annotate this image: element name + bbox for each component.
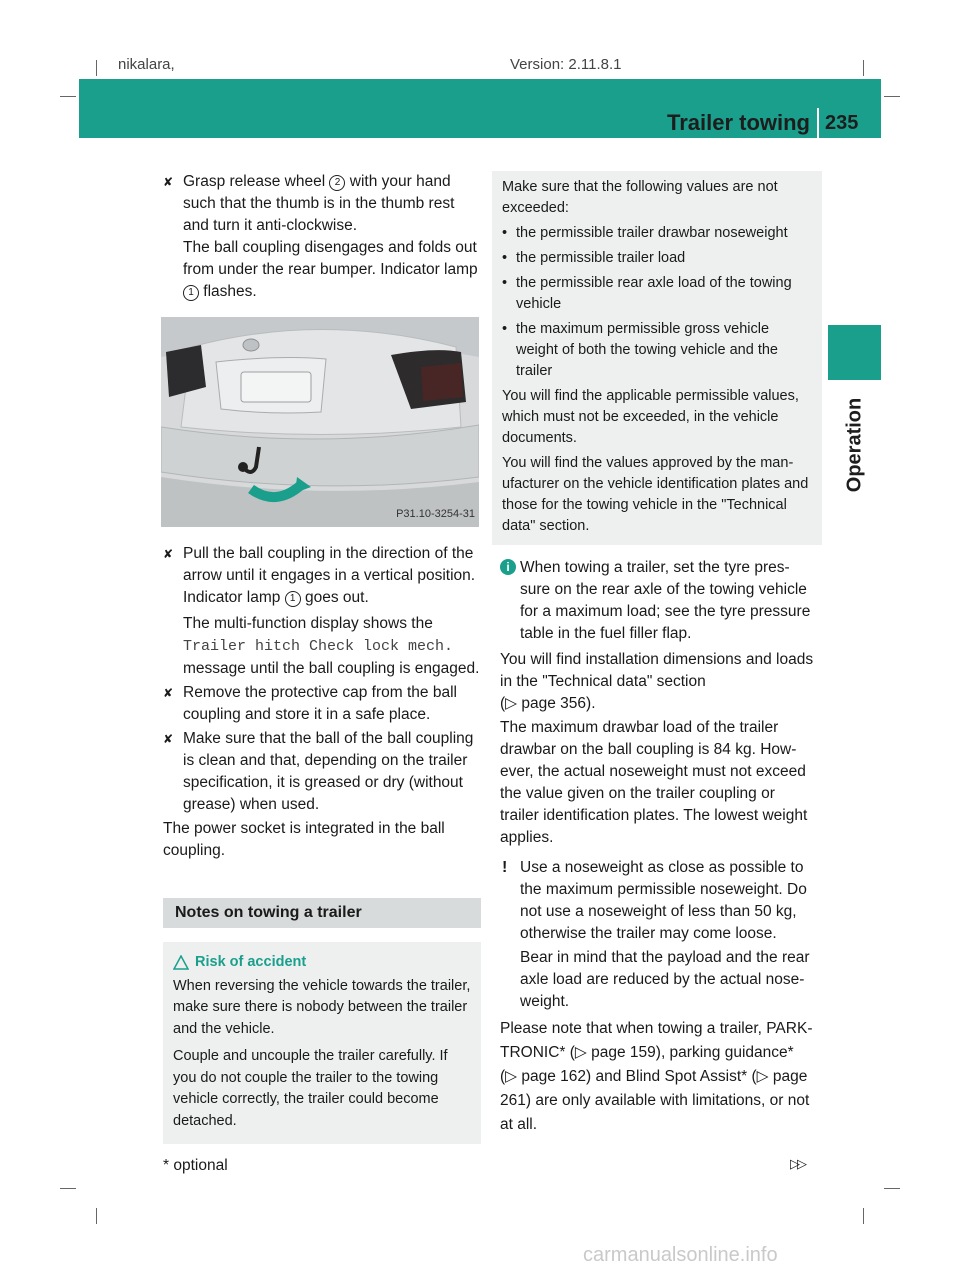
step-text: Remove the protective cap from the ball coupling and store it in a safe place.	[183, 684, 457, 723]
paragraph-text: message until the ball coupling is engaged.	[183, 660, 480, 677]
step-remove-cap	[163, 682, 481, 726]
warning-title: Risk of accident	[195, 954, 307, 970]
step-grasp-release-wheel	[163, 171, 481, 303]
side-tab-label-wrap	[828, 390, 881, 500]
warning-box	[163, 942, 481, 1144]
info-text: When towing a trailer, set the tyre pressure on the rear axle of the towing vehicle for a maximum load; see the tyre pressure table in the fuel filler flap.	[520, 559, 811, 642]
photo-code: P31.10-3254-31	[396, 508, 475, 520]
step-text: with your hand such that the thumb is in the thumb rest and turn it anti-clockwise.	[183, 173, 455, 234]
step-text: goes out.	[300, 589, 369, 606]
watermark: carmanualsonline.info	[583, 1244, 778, 1266]
warning-triangle-icon	[173, 955, 189, 970]
warning-title-row	[173, 952, 471, 974]
exclamation-icon: !	[502, 859, 508, 876]
display-message: Trailer hitch Check lock mech.	[183, 638, 454, 655]
parktronic-paragraph: Please note that when towing a trailer, PARKTRONIC* (▷ page 159), parking guidance* (▷ page 162) and Blind Spot Assist* (▷ page 261) are only available with limitations, or not at all.	[500, 1020, 813, 1133]
page-title: Trailer towing	[666, 110, 810, 135]
car-rear-illustration	[161, 317, 479, 527]
side-tab-label: Operation	[843, 397, 865, 493]
meta-author: nikalara,	[118, 56, 175, 73]
info-icon: i	[500, 559, 516, 575]
footer-optional-note: * optional	[163, 1157, 228, 1174]
page-reference-link[interactable]: (▷ page 356).	[500, 695, 596, 712]
crop-mark	[884, 96, 900, 97]
step-text: Make sure that the ball of the ball coupling is clean and that, depending on the trailer specification, it is greased or dry (without grease) when used.	[183, 730, 474, 813]
rear-bumper-photo	[161, 317, 479, 527]
step-text: Grasp release wheel	[183, 173, 330, 190]
list-item: • the permissible rear axle load of the towing vehicle	[502, 273, 812, 315]
install-dims-paragraph	[500, 649, 814, 715]
paragraph-text: The multi-function display shows the	[183, 615, 433, 632]
list-item: • the permissible trailer load	[502, 248, 812, 269]
right-column	[500, 171, 814, 1139]
step-text: Pull the ball coupling in the direction of the arrow until it engages in a vertical position. Indicator lamp	[183, 545, 476, 606]
caution-text: Bear in mind that the payload and the rear axle load are reduced by the actual noseweight.	[520, 949, 810, 1010]
meta-version: Version: 2.11.8.1	[510, 56, 622, 73]
power-socket-paragraph: The power socket is integrated in the ball coupling.	[163, 820, 445, 859]
caution-text: Use a noseweight as close as possible to the maximum permissible noseweight. Do not use a noseweight of less than 50 kg, otherwise the trailer may come loose.	[520, 859, 807, 942]
warning-text: Couple and uncouple the trailer carefully. If you do not couple the trailer to the towing vehicle correctly, the trailer could become detached.	[173, 1048, 448, 1129]
step-arrow-icon: ✘	[163, 547, 174, 561]
section-heading: Notes on towing a trailer	[163, 898, 481, 928]
marker-1-icon: 1	[285, 591, 301, 607]
note-text: You will find the values approved by the manufacturer on the vehicle identification plates and those for the towing vehicle in the "Technical data" section.	[502, 455, 809, 534]
caution-note	[500, 857, 814, 1013]
limits-note-box	[492, 171, 822, 545]
display-message-paragraph	[163, 613, 481, 680]
warning-text: When reversing the vehicle towards the trailer, make sure there is nobody between the trailer and the vehicle.	[173, 977, 471, 1037]
crop-mark	[884, 1188, 900, 1189]
info-note	[500, 557, 814, 645]
continue-arrows-icon: ▷▷	[790, 1156, 804, 1171]
step-text: The ball coupling disengages and folds out from under the rear bumper. Indicator lamp	[183, 239, 478, 278]
drawbar-paragraph: The maximum drawbar load of the trailer drawbar on the ball coupling is 84 kg. However, the actual noseweight must not exceed the value given on the trailer coupling or trailer identification plates. The lowest weight applies.	[500, 719, 808, 846]
crop-mark	[60, 96, 76, 97]
step-arrow-icon: ✘	[163, 686, 174, 700]
crop-mark	[863, 60, 864, 76]
paragraph-text: You will find installation dimensions and loads in the "Technical data" section	[500, 651, 814, 690]
crop-mark	[96, 60, 97, 76]
step-check-ball	[163, 728, 481, 816]
marker-2-icon: 2	[329, 175, 345, 191]
crop-mark	[96, 1208, 97, 1224]
crop-mark	[60, 1188, 76, 1189]
marker-1-icon: 1	[183, 285, 199, 301]
step-arrow-icon: ✘	[163, 175, 174, 189]
note-intro: Make sure that the following values are not exceeded:	[502, 179, 778, 216]
side-tab	[828, 325, 881, 380]
note-text: You will find the applicable permissible values, which must not be exceeded, in the vehicle documents.	[502, 388, 799, 446]
header-divider	[817, 108, 819, 138]
crop-mark	[863, 1208, 864, 1224]
left-column	[163, 171, 481, 1144]
step-text: flashes.	[199, 283, 257, 300]
step-arrow-icon: ✘	[163, 732, 174, 746]
list-item: • the maximum permissible gross vehicle weight of both the towing vehicle and the trailer	[502, 319, 812, 382]
list-item: • the permissible trailer drawbar noseweight	[502, 223, 812, 244]
page-number: 235	[825, 112, 859, 134]
step-pull-ball-coupling	[163, 543, 481, 609]
